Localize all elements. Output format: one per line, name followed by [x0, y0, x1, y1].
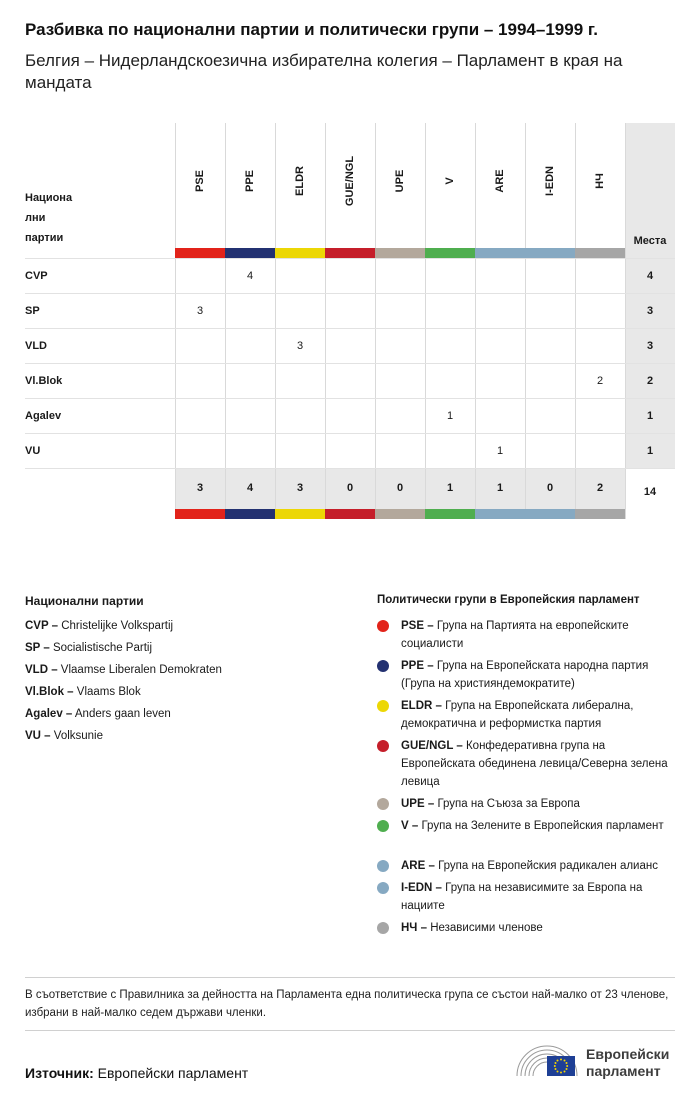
group-color-bar-top — [225, 248, 275, 258]
political-group-item — [401, 657, 676, 693]
row-divider — [25, 258, 675, 259]
group-color-dot — [377, 620, 389, 632]
party-abbr: CVP – — [25, 620, 59, 632]
group-color-bar-top — [425, 248, 475, 258]
national-party-item — [25, 615, 173, 637]
group-color-bar-top — [575, 248, 625, 258]
row-divider — [25, 328, 675, 329]
group-color-dot — [377, 798, 389, 810]
national-party-item — [25, 659, 222, 681]
group-color-dot — [377, 860, 389, 872]
group-full-name: Група на Европейската либерална, демократична и реформистка партия — [401, 700, 634, 730]
group-abbr: PPE – — [401, 660, 434, 672]
group-total-cell: 0 — [346, 482, 354, 494]
group-color-dot — [377, 820, 389, 832]
row-divider — [25, 363, 675, 364]
row-seat-total: 3 — [646, 340, 654, 352]
group-color-dot — [377, 922, 389, 934]
political-group-item — [401, 919, 676, 937]
party-abbr: SP – — [25, 642, 50, 654]
political-group-item — [401, 817, 676, 835]
party-name: VLD — [25, 340, 47, 352]
group-color-bar-bottom — [325, 509, 375, 519]
page-subtitle: Белгия – Нидерландскоезична избирателна колегия – Парламент в края на мандата — [25, 51, 623, 92]
page-title: Разбивка по национални партии и политически групи – 1994–1999 г. — [25, 20, 598, 39]
party-abbr: Vl.Blok – — [25, 686, 74, 698]
group-total-cell: 0 — [546, 482, 554, 494]
divider — [25, 977, 675, 978]
row-divider — [25, 293, 675, 294]
group-full-name: Независими членове — [430, 922, 543, 934]
party-full-name: Vlaams Blok — [76, 686, 141, 698]
group-full-name: Група на Европейската народна партия (Група на християндемократите) — [401, 660, 649, 690]
party-full-name: Volksunie — [53, 730, 104, 742]
group-total-cell: 0 — [396, 482, 404, 494]
group-color-bar-bottom — [575, 509, 625, 519]
party-name: Vl.Blok — [25, 375, 63, 387]
footnote: В съответствие с Правилника за дейността на Парламента една политическа група се състои най-малко от 23 членове, избрани в най-малко седем държави членки. — [25, 989, 669, 1019]
party-full-name: Socialistische Partij — [52, 642, 153, 654]
group-color-bar-top — [275, 248, 325, 258]
national-party-item — [25, 681, 141, 703]
group-legend-title: Политически групи в Европейския парламент — [377, 594, 640, 606]
seat-count-cell: 1 — [446, 410, 454, 422]
national-legend-title: Национални партии — [25, 594, 144, 608]
national-party-item — [25, 725, 103, 747]
group-column-header — [425, 123, 475, 248]
group-color-bar-bottom — [475, 509, 525, 519]
group-column-header — [175, 123, 225, 248]
source-value: Европейски парламент — [97, 1065, 249, 1081]
group-column-header — [325, 123, 375, 248]
logo-text — [586, 1046, 669, 1080]
group-total-cell: 3 — [296, 482, 304, 494]
party-header-line: Национа — [25, 192, 73, 204]
row-seat-total: 3 — [646, 305, 654, 317]
row-seat-total: 2 — [646, 375, 654, 387]
group-total-cell: 1 — [446, 482, 454, 494]
logo-line-2: парламент — [586, 1063, 661, 1079]
political-group-item — [401, 857, 676, 875]
logo-line-1: Европейски — [586, 1046, 670, 1062]
group-total-cell: 3 — [196, 482, 204, 494]
group-code-label: НЧ — [594, 173, 606, 189]
group-column-header — [475, 123, 525, 248]
group-full-name: Група на Зелените в Европейския парламент — [421, 820, 664, 832]
source-line — [25, 1065, 248, 1081]
party-name: CVP — [25, 270, 48, 282]
group-column-header — [575, 123, 625, 248]
group-color-bar-bottom — [375, 509, 425, 519]
group-code-label: I-EDN — [544, 166, 556, 196]
group-color-bar-bottom — [275, 509, 325, 519]
group-code-label: PPE — [244, 169, 256, 193]
group-abbr: UPE – — [401, 798, 435, 810]
group-total-cell: 2 — [596, 482, 604, 494]
group-code-label: PSE — [194, 169, 206, 193]
political-group-item — [401, 617, 676, 653]
group-color-bar-bottom — [525, 509, 575, 519]
european-parliament-logo — [514, 1040, 679, 1084]
group-color-dot — [377, 740, 389, 752]
political-group-item — [401, 697, 676, 733]
group-full-name: Конфедеративна група на Европейската обединена левица/Северна зелена левица — [401, 740, 668, 788]
group-abbr: I-EDN – — [401, 882, 442, 894]
national-party-item — [25, 637, 152, 659]
party-name: SP — [25, 305, 40, 317]
party-abbr: VU – — [25, 730, 51, 742]
seat-count-cell: 3 — [196, 305, 204, 317]
party-full-name: Christelijke Volkspartij — [61, 620, 174, 632]
group-column-header — [525, 123, 575, 248]
parliament-hemicycle-icon — [514, 1040, 580, 1080]
group-abbr: PSE – — [401, 620, 434, 632]
group-color-bar-top — [325, 248, 375, 258]
party-name: Agalev — [25, 410, 62, 422]
party-name: VU — [25, 445, 41, 457]
row-divider — [25, 468, 675, 469]
row-seat-total: 1 — [646, 410, 654, 422]
group-abbr: V – — [401, 820, 419, 832]
group-code-label: UPE — [394, 169, 406, 193]
seat-count-cell: 4 — [246, 270, 254, 282]
row-divider — [25, 433, 675, 434]
group-color-bar-bottom — [175, 509, 225, 519]
group-color-dot — [377, 882, 389, 894]
group-column-header — [275, 123, 325, 248]
group-full-name: Група на Съюза за Европа — [437, 798, 580, 810]
political-group-item — [401, 795, 676, 813]
party-abbr: Agalev – — [25, 708, 73, 720]
group-color-bar-bottom — [225, 509, 275, 519]
group-color-bar-top — [525, 248, 575, 258]
group-abbr: ELDR – — [401, 700, 442, 712]
group-color-bar-bottom — [425, 509, 475, 519]
row-divider — [25, 398, 675, 399]
political-group-item — [401, 879, 676, 915]
group-full-name: Група на Европейския радикален алианс — [438, 860, 658, 872]
group-abbr: НЧ – — [401, 922, 427, 934]
divider — [25, 1030, 675, 1031]
seat-count-cell: 1 — [496, 445, 504, 457]
grand-total-seats: 14 — [643, 486, 657, 498]
group-code-label: GUE/NGL — [344, 155, 356, 207]
party-full-name: Anders gaan leven — [74, 708, 171, 720]
source-label: Източник: — [25, 1065, 94, 1081]
party-abbr: VLD – — [25, 664, 58, 676]
group-full-name: Група на Партията на европейските социалисти — [401, 620, 629, 650]
row-seat-total: 1 — [646, 445, 654, 457]
group-color-bar-top — [375, 248, 425, 258]
seat-count-cell: 2 — [596, 375, 604, 387]
group-abbr: ARE – — [401, 860, 435, 872]
group-code-label: ELDR — [294, 166, 306, 196]
party-full-name: Vlaamse Liberalen Demokraten — [60, 664, 222, 676]
seat-count-cell: 3 — [296, 340, 304, 352]
group-color-dot — [377, 700, 389, 712]
party-header-line: партии — [25, 232, 64, 244]
column-divider — [625, 123, 626, 519]
political-group-item — [401, 737, 676, 791]
party-column-header — [25, 188, 85, 248]
group-column-header — [225, 123, 275, 248]
group-total-cell: 1 — [496, 482, 504, 494]
group-color-bar-top — [175, 248, 225, 258]
group-color-dot — [377, 660, 389, 672]
group-column-header — [375, 123, 425, 248]
group-code-label: V — [444, 177, 456, 185]
group-code-label: ARE — [494, 169, 506, 193]
national-party-item — [25, 703, 171, 725]
group-full-name: Група на независимите за Европа на нациите — [401, 882, 643, 912]
group-color-bar-top — [475, 248, 525, 258]
group-abbr: GUE/NGL – — [401, 740, 463, 752]
party-header-line: лни — [25, 212, 46, 224]
group-total-cell: 4 — [246, 482, 254, 494]
row-seat-total: 4 — [646, 270, 654, 282]
seats-column-header: Места — [633, 235, 667, 247]
